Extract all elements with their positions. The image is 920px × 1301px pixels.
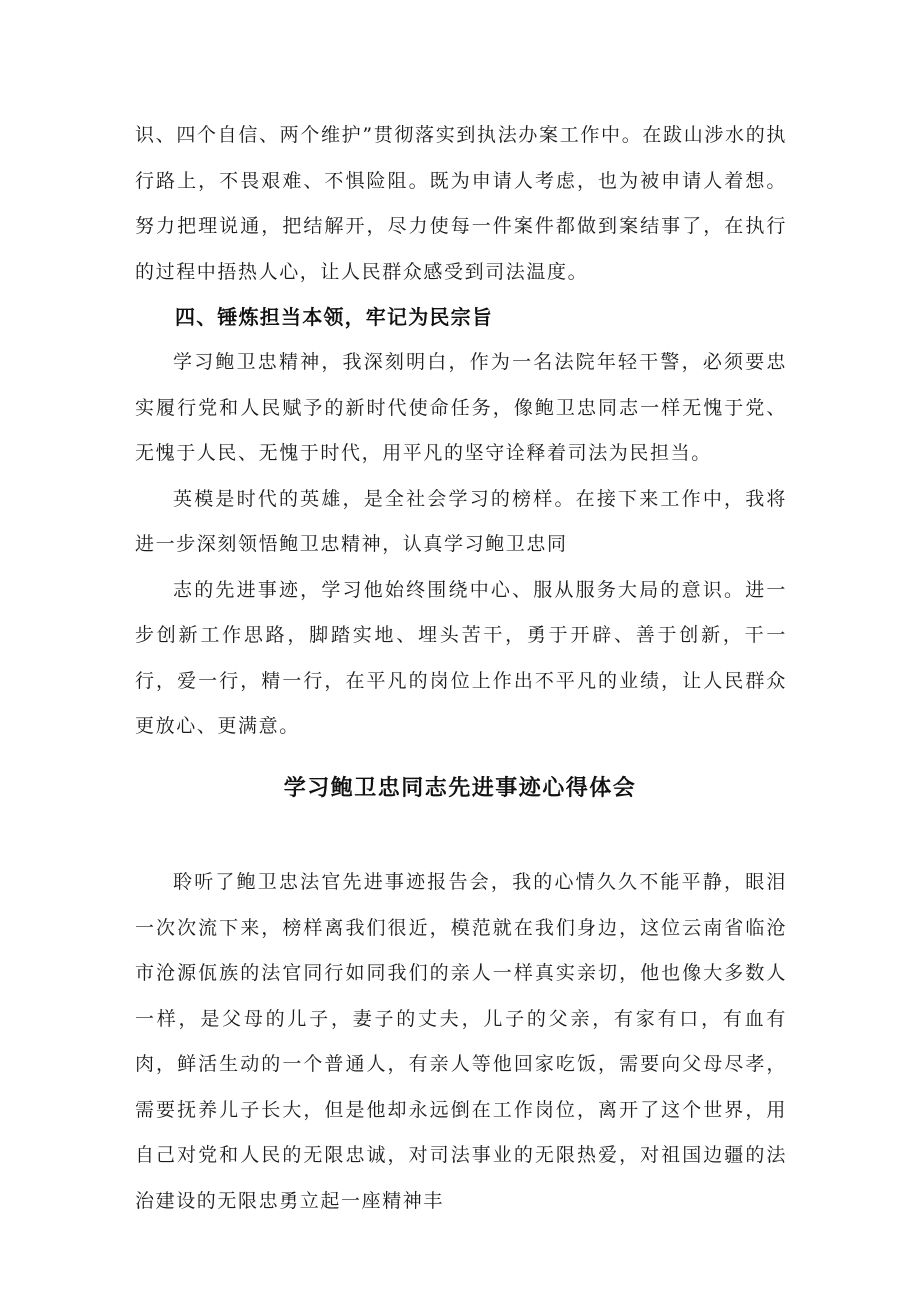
paragraph-report-meeting: 聆听了鲍卫忠法官先进事迹报告会，我的心情久久不能平静，眼泪一次次流下来，榜样离我们很近，模范就在我们身边，这位云南省临沧市沧源佤族的法官同行如同我们的亲人一样真实亲切，他也像大多数人一样，是父母的儿子，妻子的丈夫，儿子的父亲，有家有口，有血有肉，鲜活生动的一个普通人，有亲人等他回家吃饭，需要向父母尽孝，需要抚养儿子长大，但是他却永远倒在工作岗位，离开了这个世界，用自己对党和人民的无限忠诚，对司法事业的无限热爱，对祖国边疆的法治建设的无限忠勇立起一座精神丰 [135, 871, 787, 1212]
section-one [135, 113, 787, 750]
section-heading-four: 四、锤炼担当本领，牢记为民宗旨 [175, 305, 493, 329]
section-two [135, 860, 787, 1224]
paragraph-heroes: 英模是时代的英雄，是全社会学习的榜样。在接下来工作中，我将进一步深刻领悟鲍卫忠精神，认真学习鲍卫忠同 [135, 487, 787, 555]
paragraph-continuation: 识、四个自信、两个维护”贯彻落实到执法办案工作中。在跋山涉水的执行路上，不畏艰难、不惧险阻。既为申请人考虑，也为被申请人着想。努力把理说通，把结解开，尽力使每一件案件都做到案结事了，在执行的过程中捂热人心，让人民群众感受到司法温度。 [135, 124, 787, 283]
document-title: 学习鲍卫忠同志先进事迹心得体会 [283, 776, 637, 801]
paragraph-study-spirit: 学习鲍卫忠精神，我深刻明白，作为一名法院年轻干警，必须要忠实履行党和人民赋予的新时代使命任务，像鲍卫忠同志一样无愧于党、无愧于人民、无愧于时代，用平凡的坚守诠释着司法为民担当。 [135, 351, 787, 464]
paragraph-advanced-deeds: 志的先进事迹，学习他始终围绕中心、服从服务大局的意识。进一步创新工作思路，脚踏实地、埋头苦干，勇于开辟、善于创新，干一行，爱一行，精一行，在平凡的岗位上作出不平凡的业绩，让人民群众更放心、更满意。 [135, 578, 787, 737]
